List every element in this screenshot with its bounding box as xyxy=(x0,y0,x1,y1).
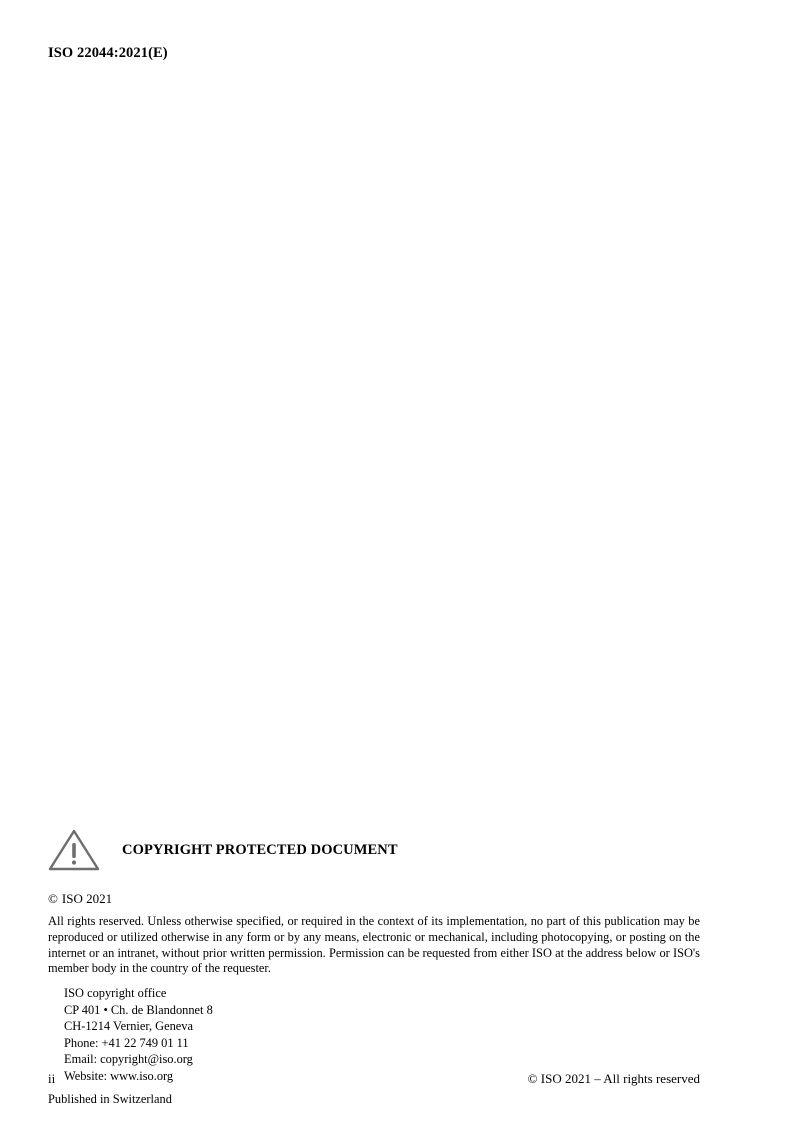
warning-triangle-icon xyxy=(48,829,100,871)
copyright-title: COPYRIGHT PROTECTED DOCUMENT xyxy=(122,841,398,858)
address-line-email: Email: copyright@iso.org xyxy=(64,1052,193,1066)
address-line-website: Website: www.iso.org xyxy=(64,1068,174,1083)
copyright-notice-paragraph: All rights reserved. Unless otherwise specified, or required in the context of its implementation, no part of this publication may be reproduced or utilized otherwise in any form or by any means, electronic or mechanical, including photocopying, or posting on the internet or an intranet, without prior written permission. Permission can be requested from either ISO at the address below or ISO's member body in the country of the requester. xyxy=(48,914,700,976)
published-in-line: Published in Switzerland xyxy=(48,1092,172,1106)
copyright-protected-block xyxy=(48,828,700,1107)
footer-page-number: ii xyxy=(48,1071,56,1086)
footer-rights-statement: © ISO 2021 – All rights reserved xyxy=(527,1071,700,1086)
page-header-document-ref: ISO 22044:2021(E) xyxy=(48,45,168,61)
address-line: ISO copyright office xyxy=(64,986,167,1000)
address-line-phone: Phone: +41 22 749 01 11 xyxy=(64,1035,189,1050)
address-line: CP 401 • Ch. de Blandonnet 8 xyxy=(64,1002,213,1017)
copyright-year: ISO 2021 xyxy=(61,891,113,906)
iso-copyright-office-address xyxy=(64,985,700,1084)
copyright-symbol: © xyxy=(48,891,58,906)
copyright-year-line xyxy=(48,891,700,907)
address-line: CH-1214 Vernier, Geneva xyxy=(64,1019,193,1033)
copyright-title-row xyxy=(48,828,700,872)
